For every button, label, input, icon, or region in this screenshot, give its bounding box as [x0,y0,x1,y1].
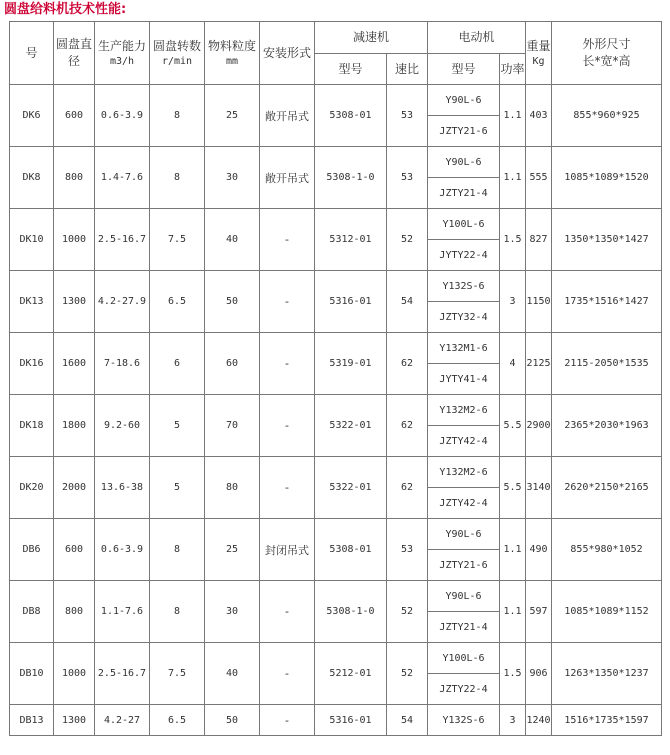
cell-model: DK8 [10,147,54,209]
cell-capacity: 4.2-27.9 [95,271,150,333]
cell-reducer-model: 5312-01 [315,209,387,271]
cell-install: - [260,457,315,519]
cell-motor-power: 1.1 [500,519,526,581]
cell-capacity: 9.2-60 [95,395,150,457]
cell-motor-power: 5.5 [500,457,526,519]
cell-speed: 8 [150,147,205,209]
cell-diameter: 1300 [54,705,95,736]
cell-capacity: 2.5-16.7 [95,643,150,705]
col-reducer-model-header: 型号 [315,54,387,85]
cell-install: - [260,643,315,705]
cell-reducer-ratio: 52 [387,209,428,271]
cell-install: - [260,395,315,457]
page-title: 圆盘给料机技术性能: [4,2,127,17]
cell-granularity: 40 [205,209,260,271]
cell-diameter: 600 [54,519,95,581]
col-diameter-header-line1: 圆盘直 [55,37,92,51]
cell-speed: 5 [150,457,205,519]
cell-dimensions: 2620*2150*2165 [552,457,662,519]
cell-granularity: 50 [205,271,260,333]
cell-motor-power: 3 [500,705,526,736]
cell-motor-model: Y132M1-6 [428,333,500,364]
cell-motor-power: 1.5 [500,209,526,271]
cell-weight: 597 [526,581,552,643]
col-dimensions-header [552,22,662,85]
cell-motor-model: Y100L-6 [428,643,500,674]
col-motor-power-header: 功率 [500,54,526,85]
cell-model: DB13 [10,705,54,736]
col-speed-header [150,22,205,85]
cell-weight: 827 [526,209,552,271]
cell-reducer-ratio: 52 [387,581,428,643]
col-reducer-ratio-header: 速比 [387,54,428,85]
cell-motor-model: Y100L-6 [428,209,500,240]
cell-weight: 555 [526,147,552,209]
cell-capacity: 7-18.6 [95,333,150,395]
cell-reducer-model: 5308-1-0 [315,147,387,209]
table-row [10,209,662,240]
cell-reducer-ratio: 62 [387,395,428,457]
cell-capacity: 2.5-16.7 [95,209,150,271]
cell-dimensions: 1263*1350*1237 [552,643,662,705]
cell-reducer-model: 5212-01 [315,643,387,705]
cell-motor-model: Y90L-6 [428,581,500,612]
col-weight-header [526,22,552,85]
col-dimensions-sub: 长*宽*高 [582,54,631,68]
table-row [10,147,662,178]
cell-motor-power: 3 [500,271,526,333]
cell-motor-model-alt: JZTY22-4 [428,674,500,705]
cell-install: 敞开吊式 [260,85,315,147]
cell-capacity: 1.1-7.6 [95,581,150,643]
cell-motor-power: 1.1 [500,147,526,209]
cell-capacity: 0.6-3.9 [95,519,150,581]
cell-dimensions: 1085*1089*1520 [552,147,662,209]
col-weight-unit: Kg [532,55,545,67]
cell-motor-model: Y132S-6 [428,271,500,302]
cell-diameter: 1600 [54,333,95,395]
cell-reducer-model: 5308-1-0 [315,581,387,643]
cell-install: - [260,705,315,736]
col-capacity-header [95,22,150,85]
cell-speed: 8 [150,519,205,581]
cell-motor-model: Y132S-6 [428,705,500,736]
col-motor-header: 电动机 [428,22,526,54]
col-capacity-label: 生产能力 [97,38,146,53]
cell-granularity: 25 [205,519,260,581]
col-dimensions-label: 外形尺寸 [582,37,631,51]
col-granularity-label: 物料粒度 [207,38,256,53]
cell-reducer-model: 5316-01 [315,271,387,333]
cell-reducer-model: 5308-01 [315,85,387,147]
cell-granularity: 30 [205,147,260,209]
col-diameter-header [54,22,95,85]
cell-reducer-ratio: 54 [387,705,428,736]
cell-reducer-ratio: 53 [387,519,428,581]
table-row [10,333,662,364]
cell-model: DK16 [10,333,54,395]
cell-weight: 490 [526,519,552,581]
cell-motor-model: Y90L-6 [428,519,500,550]
table-header [10,22,662,85]
cell-weight: 1240 [526,705,552,736]
cell-dimensions: 1735*1516*1427 [552,271,662,333]
cell-motor-model-alt: JZTY21-6 [428,116,500,147]
cell-motor-model-alt: JZTY21-4 [428,178,500,209]
cell-install: 封闭吊式 [260,519,315,581]
cell-install: - [260,209,315,271]
col-capacity-unit: m3/h [109,55,135,67]
cell-diameter: 1800 [54,395,95,457]
cell-weight: 906 [526,643,552,705]
cell-capacity: 1.4-7.6 [95,147,150,209]
cell-model: DK18 [10,395,54,457]
cell-motor-power: 1.1 [500,85,526,147]
table-row [10,519,662,550]
cell-speed: 6.5 [150,271,205,333]
cell-reducer-ratio: 62 [387,333,428,395]
cell-motor-model-alt: JZTY21-4 [428,612,500,643]
cell-install: - [260,333,315,395]
cell-model: DB6 [10,519,54,581]
cell-motor-power: 5.5 [500,395,526,457]
cell-reducer-model: 5322-01 [315,457,387,519]
cell-weight: 1150 [526,271,552,333]
cell-dimensions: 1350*1350*1427 [552,209,662,271]
cell-dimensions: 2365*2030*1963 [552,395,662,457]
cell-motor-power: 4 [500,333,526,395]
cell-diameter: 1000 [54,643,95,705]
cell-motor-model-alt: JZTY21-6 [428,550,500,581]
cell-weight: 3140 [526,457,552,519]
cell-speed: 7.5 [150,209,205,271]
cell-reducer-model: 5316-01 [315,705,387,736]
table-row [10,457,662,488]
col-motor-model-header: 型号 [428,54,500,85]
cell-install: 敞开吊式 [260,147,315,209]
cell-dimensions: 1085*1089*1152 [552,581,662,643]
cell-model: DB10 [10,643,54,705]
cell-model: DK20 [10,457,54,519]
spec-table [9,21,662,736]
cell-capacity: 0.6-3.9 [95,85,150,147]
cell-reducer-ratio: 54 [387,271,428,333]
cell-diameter: 2000 [54,457,95,519]
cell-motor-model: Y132M2-6 [428,395,500,426]
cell-dimensions: 855*960*925 [552,85,662,147]
cell-speed: 8 [150,581,205,643]
cell-diameter: 600 [54,85,95,147]
cell-motor-model: Y132M2-6 [428,457,500,488]
cell-motor-model-alt: JYTY41-4 [428,364,500,395]
cell-speed: 8 [150,85,205,147]
cell-dimensions: 1516*1735*1597 [552,705,662,736]
table-row [10,395,662,426]
table-row [10,271,662,302]
cell-motor-model: Y90L-6 [428,147,500,178]
cell-capacity: 4.2-27 [95,705,150,736]
cell-weight: 403 [526,85,552,147]
cell-reducer-ratio: 62 [387,457,428,519]
cell-capacity: 13.6-38 [95,457,150,519]
col-granularity-unit: mm [225,55,239,67]
col-speed-label: 圆盘转数 [152,38,201,53]
cell-motor-model-alt: JZTY32-4 [428,302,500,333]
cell-motor-model: Y90L-6 [428,85,500,116]
cell-reducer-model: 5322-01 [315,395,387,457]
cell-speed: 6.5 [150,705,205,736]
cell-model: DB8 [10,581,54,643]
table-row [10,581,662,612]
cell-diameter: 800 [54,147,95,209]
cell-dimensions: 855*980*1052 [552,519,662,581]
cell-motor-model-alt: JYTY22-4 [428,240,500,271]
cell-granularity: 60 [205,333,260,395]
cell-reducer-ratio: 53 [387,85,428,147]
cell-diameter: 800 [54,581,95,643]
cell-weight: 2900 [526,395,552,457]
cell-model: DK10 [10,209,54,271]
cell-motor-model-alt: JZTY42-4 [428,426,500,457]
cell-granularity: 30 [205,581,260,643]
cell-model: DK13 [10,271,54,333]
cell-speed: 6 [150,333,205,395]
cell-weight: 2125 [526,333,552,395]
table-row [10,85,662,116]
col-weight-label: 重量 [526,38,551,53]
table-row [10,705,662,736]
col-granularity-header [205,22,260,85]
cell-motor-power: 1.5 [500,643,526,705]
cell-speed: 7.5 [150,643,205,705]
table-body [10,85,662,736]
cell-reducer-ratio: 53 [387,147,428,209]
cell-speed: 5 [150,395,205,457]
cell-install: - [260,271,315,333]
cell-motor-power: 1.1 [500,581,526,643]
cell-reducer-model: 5308-01 [315,519,387,581]
cell-reducer-model: 5319-01 [315,333,387,395]
cell-granularity: 40 [205,643,260,705]
cell-dimensions: 2115-2050*1535 [552,333,662,395]
col-speed-unit: r/min [161,55,193,67]
cell-reducer-ratio: 52 [387,643,428,705]
cell-granularity: 80 [205,457,260,519]
cell-install: - [260,581,315,643]
col-diameter-header-line2: 径 [67,54,80,68]
cell-diameter: 1300 [54,271,95,333]
table-row [10,643,662,674]
cell-diameter: 1000 [54,209,95,271]
cell-model: DK6 [10,85,54,147]
col-install-header: 安装形式 [260,22,315,85]
cell-granularity: 70 [205,395,260,457]
cell-motor-model-alt: JZTY42-4 [428,488,500,519]
col-model-header: 号 [10,22,54,85]
cell-granularity: 25 [205,85,260,147]
col-reducer-header: 减速机 [315,22,428,54]
cell-granularity: 50 [205,705,260,736]
